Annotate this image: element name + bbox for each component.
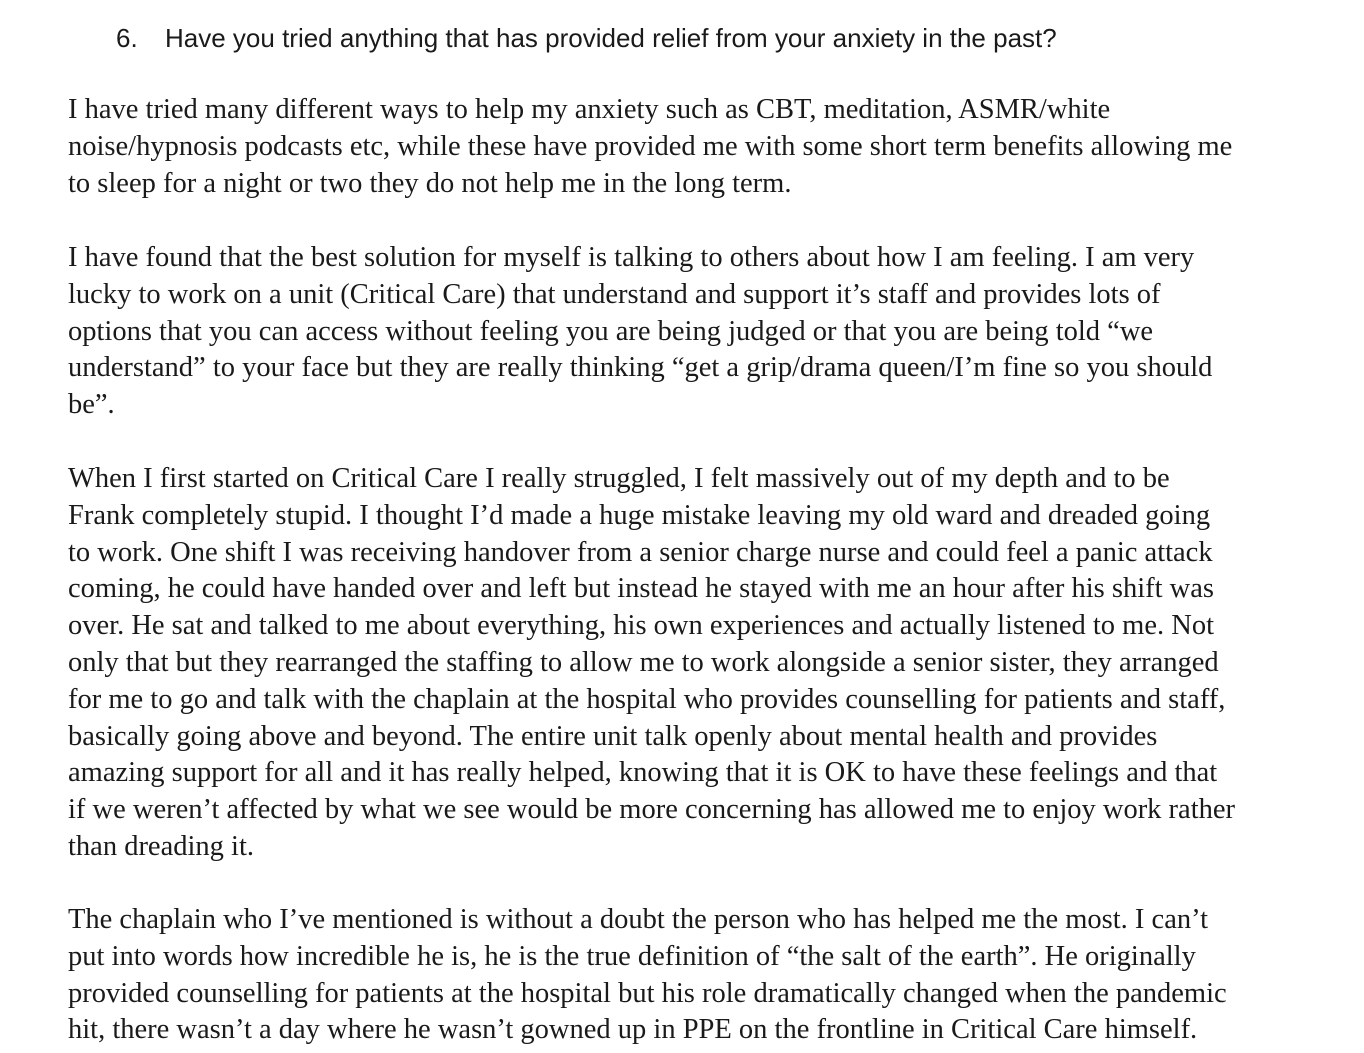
paragraph-line: Frank completely stupid. I thought I’d made a huge mistake leaving my old ward and dreaded going (68, 499, 1211, 531)
paragraph-line: understand” to your face but they are really thinking “get a grip/drama queen/I’m fine so you should (68, 352, 1213, 384)
paragraph-line: be”. (68, 389, 115, 421)
paragraph-line: The chaplain who I’ve mentioned is without a doubt the person who has helped me the most. I can’t (68, 904, 1208, 935)
paragraph-line: hit, there wasn’t a day where he wasn’t gowned up in PPE on the frontline in Critical Care himself. (68, 1014, 1198, 1046)
paragraph-line: noise/hypnosis podcasts etc, while these have provided me with some short term benefits allowing me (68, 130, 1233, 162)
paragraph-line: I have found that the best solution for myself is talking to others about how I am feeling. I am very (68, 242, 1195, 273)
paragraph-line: amazing support for all and it has really helped, knowing that it is OK to have these feelings and that (68, 757, 1218, 789)
question-heading (116, 22, 1057, 54)
paragraph-line: basically going above and beyond. The entire unit talk openly about mental health and provides (68, 720, 1158, 752)
paragraph-line: options that you can access without feeling you are being judged or that you are being told “we (68, 315, 1154, 347)
answer-paragraph-4 (68, 902, 1298, 1049)
paragraph-line: When I first started on Critical Care I really struggled, I felt massively out of my depth and to be (68, 463, 1170, 494)
paragraph-line: to work. One shift I was receiving handover from a senior charge nurse and could feel a panic attack (68, 536, 1213, 568)
paragraph-line: only that but they rearranged the staffing to allow me to work alongside a senior sister, they arranged (68, 646, 1219, 678)
paragraph-line: for me to go and talk with the chaplain at the hospital who provides counselling for patients and staff, (68, 683, 1226, 715)
paragraph-line: lucky to work on a unit (Critical Care) that understand and support it’s staff and provides lots of (68, 278, 1161, 310)
paragraph-line: if we weren’t affected by what we see would be more concerning has allowed me to enjoy work rather (68, 794, 1236, 826)
paragraph-line: over. He sat and talked to me about everything, his own experiences and actually listened to me. Not (68, 610, 1214, 642)
paragraph-line: to sleep for a night or two they do not help me in the long term. (68, 167, 792, 199)
question-text: Have you tried anything that has provided relief from your anxiety in the past? (165, 23, 1057, 53)
paragraph-line: provided counselling for patients at the hospital but his role dramatically changed when the pandemic (68, 977, 1227, 1009)
paragraph-line: coming, he could have handed over and left but instead he stayed with me an hour after his shift was (68, 573, 1214, 605)
question-number: 6. (116, 23, 138, 53)
answer-paragraph-1 (68, 92, 1298, 202)
paragraph-line: put into words how incredible he is, he is the true definition of “the salt of the earth”. He originally (68, 940, 1196, 972)
paragraph-line: than dreading it. (68, 830, 254, 862)
answer-paragraph-2 (68, 240, 1298, 424)
paragraph-line: I have tried many different ways to help my anxiety such as CBT, meditation, ASMR/white (68, 94, 1111, 125)
answer-paragraph-3 (68, 461, 1298, 866)
